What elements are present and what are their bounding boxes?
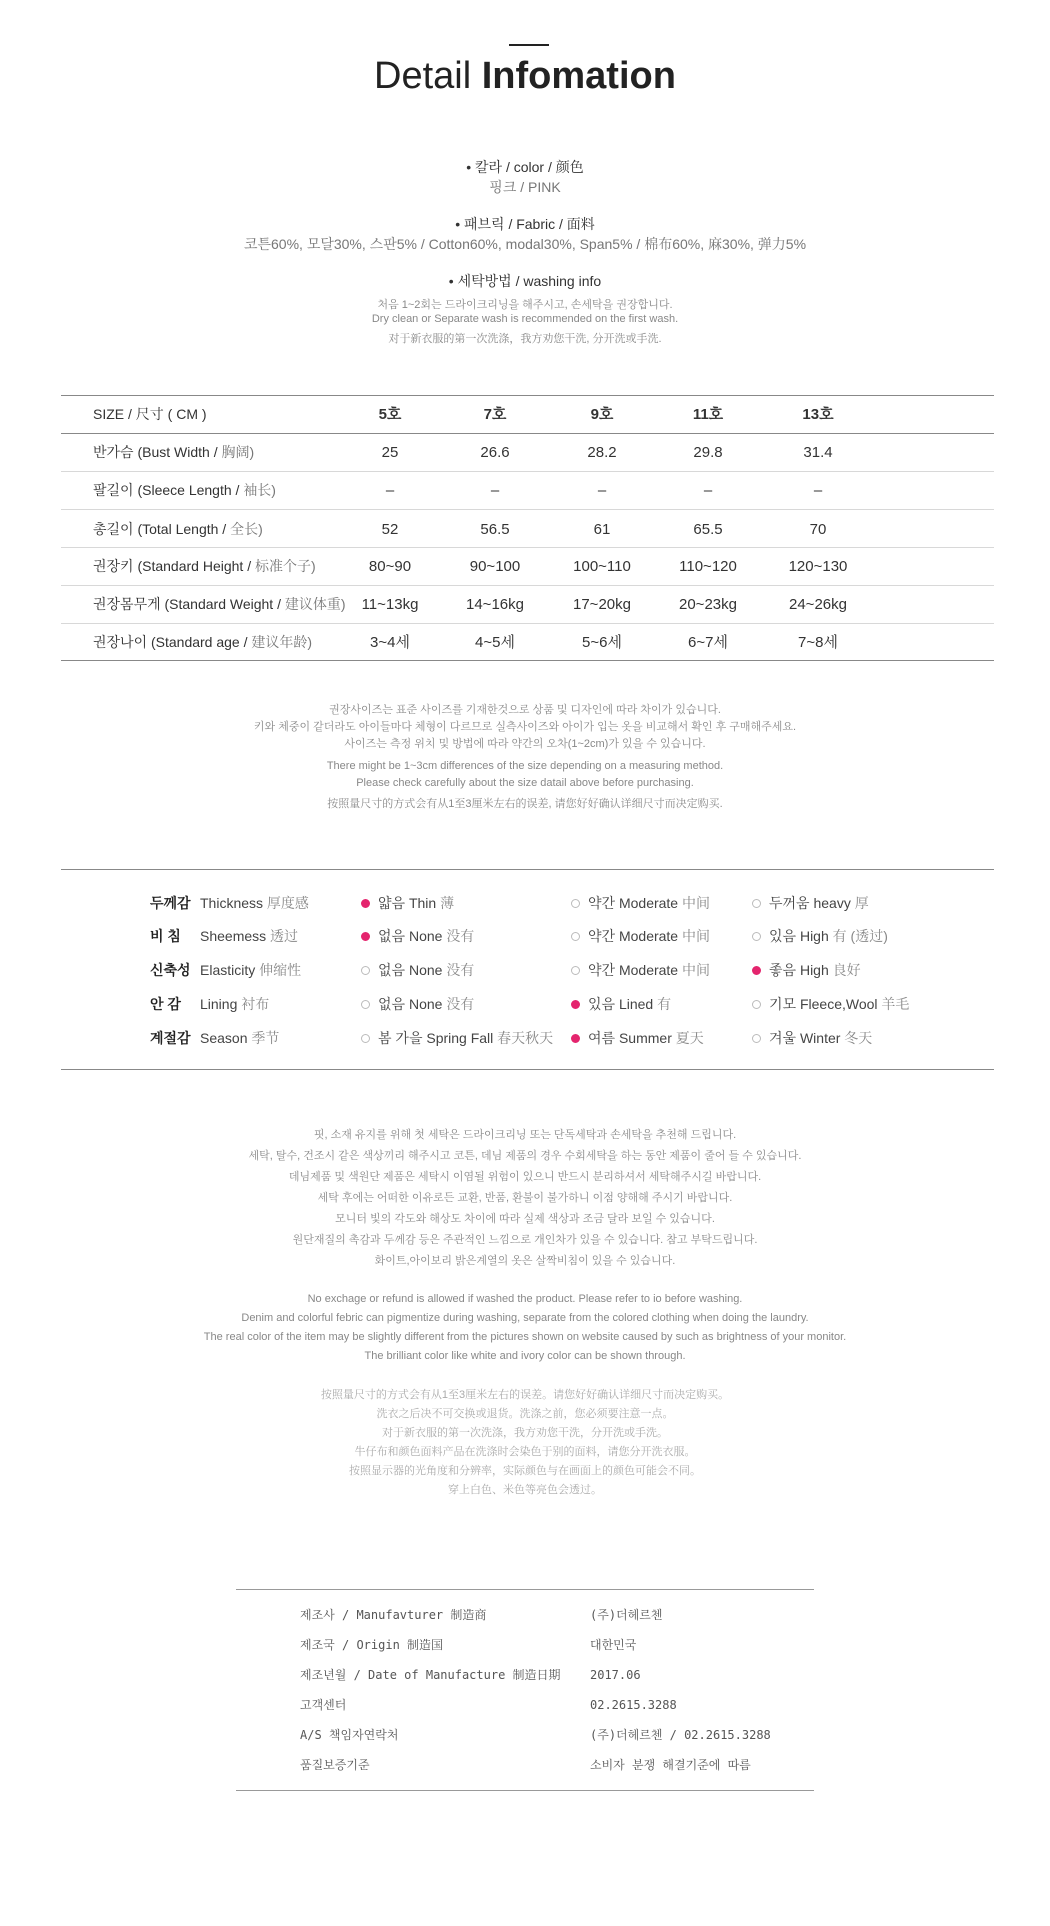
care-line: 화이트,아이보리 밝은계열의 옷은 살짝비침이 있을 수 있습니다.: [374, 1255, 676, 1267]
option-text-cn: 羊毛: [881, 996, 910, 1012]
attribute-name-en: Lining: [200, 996, 238, 1012]
option-text-ko: 없음: [378, 928, 406, 944]
option-text-en: Spring Fall: [426, 1030, 494, 1046]
table-cell: 14~16kg: [466, 596, 524, 613]
page-title: [0, 55, 1050, 98]
option-text-cn: 薄: [440, 895, 455, 911]
info-row: [0, 1750, 1050, 1780]
color-heading: • 칼라 / color / 颜色: [466, 159, 584, 175]
option-text-ko: 기모: [769, 996, 797, 1012]
attribute-name-en: Thickness: [200, 895, 264, 911]
attribute-name: [200, 990, 269, 1018]
care-line: 按照显示器的光角度和分辨率，实际颜色与在画面上的颜色可能会不同。: [349, 1465, 701, 1477]
table-cell: –: [385, 482, 395, 499]
care-line: 对于新衣服的第一次洗涤，我方劝您干洗，分开洗或手洗。: [382, 1427, 668, 1439]
table-cell: 65.5: [693, 521, 723, 538]
attribute-option: [571, 889, 710, 917]
attribute-row: [0, 1024, 1050, 1052]
attribute-key: 신축성: [150, 962, 191, 978]
selected-dot-icon: [361, 932, 370, 941]
attribute-option: [752, 922, 888, 950]
row-label: [93, 624, 312, 661]
option-text-en: Moderate: [618, 895, 679, 911]
care-line: 세탁, 탈수, 건조시 같은 색상끼리 해주시고 코튼, 데님 제품의 경우 수회세탁을 하는 동안 제품이 줄어 들 수 있습니다.: [248, 1150, 802, 1162]
table-cell: –: [597, 482, 607, 499]
info-top-rule: [236, 1589, 814, 1590]
option-text-cn: 夏天: [675, 1030, 704, 1046]
attribute-option: [361, 1024, 553, 1052]
info-value: 대한민국: [590, 1638, 637, 1652]
table-cell: 5~6세: [582, 634, 622, 651]
care-line: No exchage or refund is allowed if washed the product. Please refer to io before washing.: [307, 1293, 743, 1305]
info-row: [0, 1690, 1050, 1720]
selected-dot-icon: [752, 966, 761, 975]
table-cell: –: [490, 482, 500, 499]
table-cell: 56.5: [480, 521, 510, 538]
option-text-en: Winter: [799, 1030, 841, 1046]
info-value: 02.2615.3288: [590, 1698, 677, 1712]
fabric-heading: • 패브릭 / Fabric / 面料: [455, 216, 595, 232]
size-col-header: 5호: [378, 406, 402, 423]
table-row: [0, 434, 1050, 471]
attribute-option: [571, 956, 710, 984]
attribute-name-en: Season: [200, 1030, 248, 1046]
option-text-ko: 두꺼움: [769, 895, 810, 911]
option-text-en: Summer: [618, 1030, 672, 1046]
info-key: 제조사 / Manufavturer 制造商: [300, 1608, 487, 1622]
option-text-cn: 没有: [446, 962, 475, 978]
table-cell: 3~4세: [370, 634, 410, 651]
attribute-row: [0, 990, 1050, 1018]
table-cell: –: [703, 482, 713, 499]
care-line: 穿上白色、米色等亮色会透过。: [448, 1484, 602, 1496]
care-line: 세탁 후에는 어떠한 이유로든 교환, 반품, 환불이 불가하니 이점 양해해 주시기 바랍니다.: [317, 1192, 733, 1204]
attribute-key: 안 감: [150, 996, 181, 1012]
option-text-cn: 中间: [682, 928, 710, 944]
care-line: The brilliant color like white and ivory color can be shown through.: [364, 1350, 686, 1362]
attribute-option: [361, 956, 474, 984]
table-cell: 110~120: [679, 558, 737, 575]
row-label-cn: 全长): [230, 521, 263, 537]
table-row: [0, 586, 1050, 623]
attribute-name-cn: 透过: [270, 928, 299, 944]
info-key: 제조년월 / Date of Manufacture 制造日期: [300, 1668, 561, 1682]
unselected-dot-icon: [571, 932, 580, 941]
attribute-option: [571, 990, 671, 1018]
table-row: [0, 511, 1050, 548]
row-label: [93, 472, 276, 509]
selected-dot-icon: [361, 899, 370, 908]
table-cell: 70: [809, 521, 827, 538]
table-bottom-rule: [61, 660, 994, 661]
option-text-ko: 있음: [588, 996, 616, 1012]
attribute-name: [200, 956, 301, 984]
table-cell: –: [813, 482, 823, 499]
attribute-name-en: Sheemess: [200, 928, 267, 944]
option-text-en: Lined: [618, 996, 654, 1012]
unselected-dot-icon: [752, 1034, 761, 1043]
attribute-name: [200, 1024, 279, 1052]
option-text-cn: 中间: [682, 895, 710, 911]
attribute-key: 두께감: [150, 895, 191, 911]
color-value: 핑크 / PINK: [489, 179, 561, 195]
care-line: 원단재질의 촉감과 두께감 등은 주관적인 느낌으로 개인차가 있을 수 있습니다. 참고 부탁드립니다.: [292, 1234, 758, 1246]
attribute-option: [752, 1024, 872, 1052]
unselected-dot-icon: [361, 1000, 370, 1009]
row-label-ko: 권장키 (Standard Height /: [93, 558, 255, 574]
row-label-cn: 胸阔): [221, 444, 255, 460]
title-bold: Infomation: [481, 55, 676, 97]
option-text-ko: 있음: [769, 928, 797, 944]
info-key: 제조국 / Origin 制造国: [300, 1638, 444, 1652]
selected-dot-icon: [571, 1000, 580, 1009]
table-cell: 100~110: [573, 558, 631, 575]
size-col-header: 7호: [483, 406, 507, 423]
washing-heading: • 세탁방법 / washing info: [448, 273, 602, 289]
option-text-cn: 厚: [854, 895, 869, 911]
info-row: [0, 1600, 1050, 1630]
option-text-en: High: [799, 962, 829, 978]
option-text-en: None: [408, 996, 443, 1012]
info-key: 고객센터: [300, 1698, 347, 1712]
table-cell: 61: [593, 521, 611, 538]
size-note: There might be 1~3cm differences of the size depending on a measuring method.: [326, 760, 724, 772]
option-text-en: None: [408, 928, 443, 944]
option-text-en: Thin: [408, 895, 437, 911]
option-text-en: heavy: [813, 895, 851, 911]
table-cell: 52: [381, 521, 399, 538]
table-cell: 17~20kg: [573, 596, 631, 613]
info-row: [0, 1660, 1050, 1690]
option-text-ko: 봄 가을: [378, 1030, 423, 1046]
unselected-dot-icon: [752, 1000, 761, 1009]
table-cell: 7~8세: [798, 634, 838, 651]
info-row: [0, 1630, 1050, 1660]
info-row: [0, 1720, 1050, 1750]
table-header-label: SIZE / 尺寸 ( CM ): [93, 406, 207, 422]
attribute-name: [200, 922, 298, 950]
attribute-row: [0, 956, 1050, 984]
option-text-ko: 없음: [378, 962, 406, 978]
attribute-option: [361, 889, 454, 917]
unselected-dot-icon: [571, 966, 580, 975]
table-cell: 25: [381, 444, 399, 461]
option-text-ko: 약간: [588, 895, 616, 911]
washing-line-cn: 对于新衣服的第一次洗涤，我方劝您干洗, 分开洗或手洗.: [388, 333, 662, 345]
option-text-cn: 有 (透过): [832, 928, 888, 944]
care-line: 모니터 빛의 각도와 해상도 차이에 따라 실제 색상과 조금 달라 보일 수 있습니다.: [335, 1213, 715, 1225]
attribute-name-cn: 厚度感: [266, 895, 309, 911]
unselected-dot-icon: [361, 1034, 370, 1043]
attributes-bottom-rule: [61, 1069, 994, 1070]
row-label-cn: 袖长): [243, 482, 276, 498]
option-text-en: Moderate: [618, 928, 679, 944]
row-label-cn: 建议体重): [284, 596, 346, 612]
table-row: [0, 624, 1050, 661]
selected-dot-icon: [571, 1034, 580, 1043]
attribute-row: [0, 889, 1050, 917]
table-cell: 90~100: [469, 558, 521, 575]
row-label-ko: 권장나이 (Standard age /: [93, 634, 252, 650]
attribute-option: [361, 990, 474, 1018]
table-cell: 20~23kg: [679, 596, 737, 613]
table-cell: 31.4: [803, 444, 833, 461]
table-cell: 29.8: [693, 444, 723, 461]
care-line: 牛仔布和颜色面料产品在洗涤时会染色于别的面料，请您分开洗衣服。: [354, 1446, 696, 1458]
unselected-dot-icon: [361, 966, 370, 975]
row-label-ko: 팔길이 (Sleece Length /: [93, 482, 244, 498]
attribute-row: [0, 922, 1050, 950]
option-text-cn: 良好: [832, 962, 861, 978]
option-text-ko: 좋음: [769, 962, 797, 978]
row-label-cn: 建议年龄): [251, 634, 313, 650]
table-cell: 4~5세: [475, 634, 515, 651]
table-cell: 11~13kg: [361, 596, 419, 613]
row-label: [93, 586, 346, 623]
row-label-cn: 标准个子): [254, 558, 316, 574]
info-value: 2017.06: [590, 1668, 641, 1682]
row-label: [93, 548, 316, 585]
info-value: (주)더헤르첸 / 02.2615.3288: [590, 1728, 771, 1742]
row-label-ko: 반가슴 (Bust Width /: [93, 444, 222, 460]
attribute-name-en: Elasticity: [200, 962, 256, 978]
attribute-key: 비 침: [150, 928, 181, 944]
table-cell: 6~7세: [688, 634, 728, 651]
attribute-option: [752, 889, 869, 917]
attribute-key: 계절감: [150, 1030, 191, 1046]
option-text-ko: 약간: [588, 928, 616, 944]
care-line: 洗衣之后决不可交换或退货。洗涤之前，您必须要注意一点。: [376, 1408, 674, 1420]
size-note: 按照量尺寸的方式会有从1至3厘米左右的误差, 请您好好确认详细尺寸而决定购买.: [327, 798, 723, 810]
option-text-en: High: [799, 928, 829, 944]
table-cell: 80~90: [368, 558, 412, 575]
option-text-en: Fleece,Wool: [799, 996, 878, 1012]
size-note: 사이즈는 측정 위치 및 방법에 따라 약간의 오차(1~2cm)가 있을 수 있습니다.: [344, 738, 706, 750]
table-cell: 24~26kg: [789, 596, 847, 613]
option-text-ko: 여름: [588, 1030, 616, 1046]
option-text-cn: 没有: [446, 928, 475, 944]
attribute-name-cn: 衬布: [241, 996, 270, 1012]
table-header-row: [0, 396, 1050, 433]
option-text-cn: 中间: [682, 962, 710, 978]
attribute-option: [361, 922, 474, 950]
table-cell: 26.6: [480, 444, 510, 461]
size-note: 권장사이즈는 표준 사이즈를 기재한것으로 상품 및 디자인에 따라 차이가 있습니다.: [329, 704, 721, 716]
size-col-header: 11호: [692, 406, 724, 423]
attribute-name-cn: 伸缩性: [259, 962, 302, 978]
option-text-cn: 春天秋天: [497, 1030, 554, 1046]
row-label: [93, 511, 263, 548]
size-col-header: 9호: [590, 406, 614, 423]
unselected-dot-icon: [571, 899, 580, 908]
title-accent-bar: [509, 44, 549, 46]
attributes-top-rule: [61, 869, 994, 870]
option-text-ko: 약간: [588, 962, 616, 978]
row-label-ko: 권장몸무게 (Standard Weight /: [93, 596, 285, 612]
info-key: A/S 책임자연락처: [300, 1728, 399, 1742]
option-text-ko: 없음: [378, 996, 406, 1012]
care-line: 데님제품 및 색원단 제품은 세탁시 이염될 위험이 있으니 반드시 분리하셔서 세탁해주시길 바랍니다.: [288, 1171, 762, 1183]
row-rule: [61, 509, 994, 510]
row-label: [93, 434, 254, 471]
attribute-option: [571, 922, 710, 950]
table-cell: 120~130: [788, 558, 848, 575]
attribute-name: [200, 889, 309, 917]
table-row: [0, 472, 1050, 509]
care-line: Denim and colorful febric can pigmentize during washing, separate from the colored clothing when doing the laundry.: [241, 1312, 809, 1324]
size-note: Please check carefully about the size datail above before purchasing.: [356, 777, 694, 789]
info-key: 품질보증기준: [300, 1758, 370, 1772]
option-text-ko: 겨울: [769, 1030, 797, 1046]
option-text-ko: 얇음: [378, 895, 406, 911]
option-text-cn: 有: [657, 996, 672, 1012]
care-line: 按照量尺寸的方式会有从1至3厘米左右的误差。请您好好确认详细尺寸而决定购买。: [320, 1389, 730, 1401]
option-text-cn: 没有: [446, 996, 475, 1012]
option-text-cn: 冬天: [844, 1030, 873, 1046]
attribute-option: [752, 956, 861, 984]
attribute-option: [571, 1024, 704, 1052]
table-cell: 28.2: [587, 444, 617, 461]
care-line: The real color of the item may be slightly different from the pictures shown on website caused by such as brightness of your monitor.: [203, 1331, 847, 1343]
attribute-name-cn: 季节: [251, 1030, 280, 1046]
size-note: 키와 체중이 같더라도 아이들마다 체형이 다르므로 실측사이즈와 아이가 입는 옷을 비교해서 확인 후 구매해주세요.: [253, 721, 797, 733]
washing-line-ko: 처음 1~2회는 드라이크리닝을 해주시고, 손세탁을 권장합니다.: [377, 299, 673, 311]
unselected-dot-icon: [752, 899, 761, 908]
option-text-en: None: [408, 962, 443, 978]
title-light: Detail: [374, 55, 472, 97]
option-text-en: Moderate: [618, 962, 679, 978]
info-bottom-rule: [236, 1790, 814, 1791]
row-label-ko: 총길이 (Total Length /: [93, 521, 231, 537]
attribute-option: [752, 990, 909, 1018]
info-value: (주)더헤르첸: [590, 1608, 663, 1622]
care-line: 핏, 소재 유지를 위해 첫 세탁은 드라이크리닝 또는 단독세탁과 손세탁을 추천해 드립니다.: [313, 1129, 737, 1141]
fabric-value: 코튼60%, 모달30%, 스판5% / Cotton60%, modal30%, Span5% / 棉布60%, 麻30%, 弹力5%: [243, 236, 807, 252]
unselected-dot-icon: [752, 932, 761, 941]
washing-line-en: Dry clean or Separate wash is recommended on the first wash.: [371, 313, 679, 325]
info-value: 소비자 분쟁 해결기준에 따름: [590, 1758, 751, 1772]
table-row: [0, 548, 1050, 585]
size-col-header: 13호: [802, 406, 834, 423]
